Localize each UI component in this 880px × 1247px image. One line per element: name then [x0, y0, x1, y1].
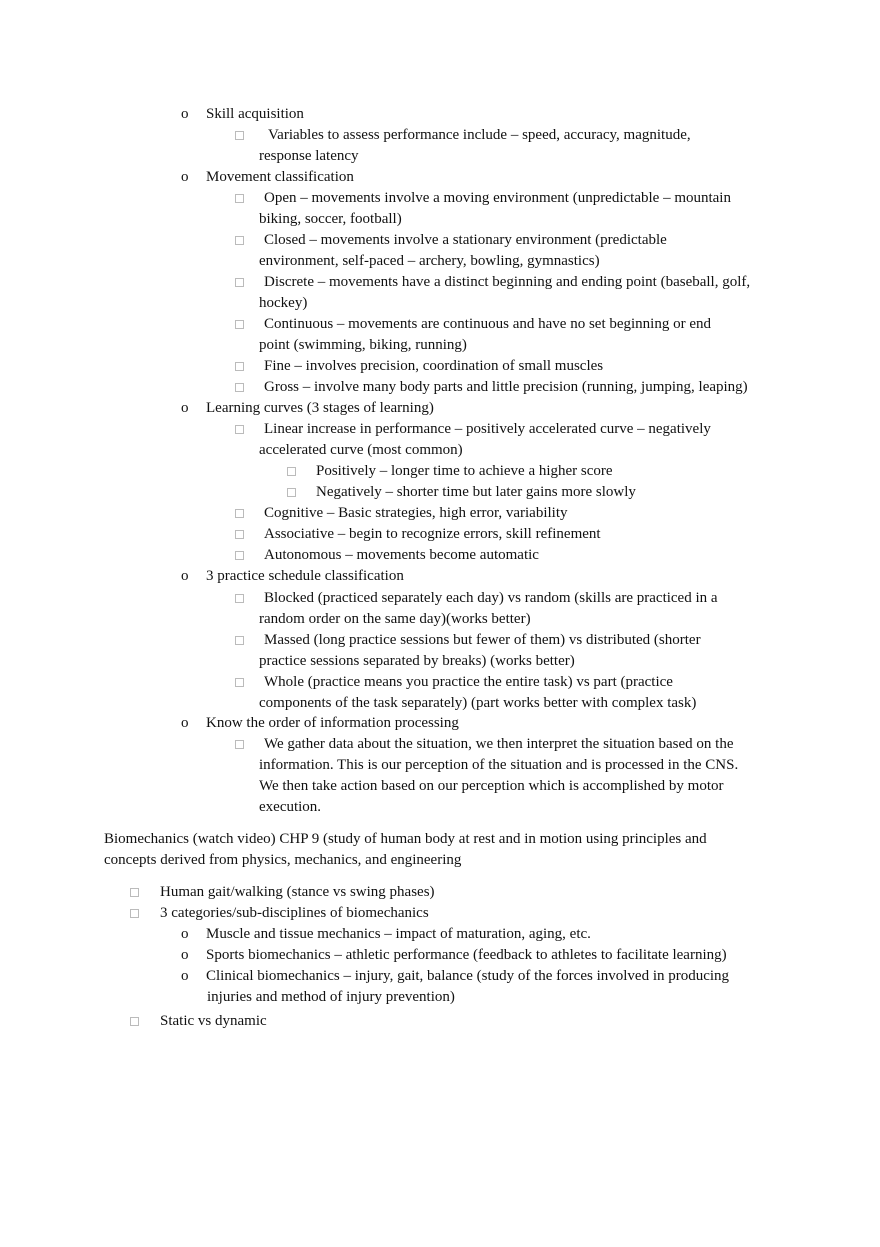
list-item-text: Fine – involves precision, coordination of small muscles: [264, 358, 604, 374]
list-item-text: Static vs dynamic: [160, 1013, 267, 1029]
checkbox-bullet-icon: [235, 236, 244, 245]
list-item-text: response latency: [259, 148, 359, 164]
list-item-text: execution.: [259, 799, 322, 815]
checkbox-bullet-icon: [235, 740, 244, 749]
checkbox-bullet-icon: [235, 425, 244, 434]
list-item-text: 3 categories/sub-disciplines of biomechanics: [160, 905, 429, 921]
list-item-text: Closed – movements involve a stationary environment (predictable: [264, 232, 667, 248]
sub-list-item-text: injuries and method of injury prevention): [207, 989, 455, 1005]
list-item-text: Massed (long practice sessions but fewer of them) vs distributed (shorter: [264, 632, 701, 648]
checkbox-bullet-icon: [235, 194, 244, 203]
list-bullet: o: [181, 400, 189, 416]
checkbox-bullet-icon: [130, 909, 139, 918]
list-item-text: Human gait/walking (stance vs swing phases): [160, 884, 435, 900]
sub-list-item-text: Muscle and tissue mechanics – impact of maturation, aging, etc.: [206, 926, 591, 942]
list-bullet: o: [181, 715, 189, 731]
list-item-text: Blocked (practiced separately each day) vs random (skills are practiced in a: [264, 590, 718, 606]
list-item-text: Open – movements involve a moving environment (unpredictable – mountain: [264, 190, 731, 206]
list-item-text: accelerated curve (most common): [259, 442, 463, 458]
list-item-text: environment, self-paced – archery, bowling, gymnastics): [259, 253, 600, 269]
checkbox-bullet-icon: [235, 594, 244, 603]
list-bullet: o: [181, 968, 189, 984]
list-item-text: biking, soccer, football): [259, 211, 402, 227]
checkbox-bullet-icon: [235, 320, 244, 329]
list-item-text: components of the task separately) (part works better with complex task): [259, 695, 697, 711]
list-item-text: practice sessions separated by breaks) (works better): [259, 653, 575, 669]
checkbox-bullet-icon: [287, 488, 296, 497]
checkbox-bullet-icon: [235, 509, 244, 518]
paragraph-text: Biomechanics (watch video) CHP 9 (study of human body at rest and in motion using principles and: [104, 831, 707, 847]
sub-list-item-text: Negatively – shorter time but later gains more slowly: [316, 484, 636, 500]
checkbox-bullet-icon: [235, 530, 244, 539]
list-item-text: random order on the same day)(works better): [259, 611, 531, 627]
checkbox-bullet-icon: [287, 467, 296, 476]
list-item-text: Whole (practice means you practice the entire task) vs part (practice: [264, 674, 673, 690]
section-heading: Know the order of information processing: [206, 715, 459, 731]
list-item-text: Variables to assess performance include – speed, accuracy, magnitude,: [268, 127, 691, 143]
list-item-text: Discrete – movements have a distinct beginning and ending point (baseball, golf,: [264, 274, 751, 290]
checkbox-bullet-icon: [235, 362, 244, 371]
sub-list-item-text: Sports biomechanics – athletic performance (feedback to athletes to facilitate learning): [206, 947, 727, 963]
list-item-text: Continuous – movements are continuous and have no set beginning or end: [264, 316, 712, 332]
checkbox-bullet-icon: [130, 1017, 139, 1026]
list-item-text: We gather data about the situation, we then interpret the situation based on the: [264, 736, 734, 752]
checkbox-bullet-icon: [235, 551, 244, 560]
checkbox-bullet-icon: [130, 888, 139, 897]
list-bullet: o: [181, 926, 189, 942]
section-heading: Skill acquisition: [206, 106, 304, 122]
list-item-text: point (swimming, biking, running): [259, 337, 467, 353]
list-item-text: information. This is our perception of the situation and is processed in the CNS.: [259, 757, 739, 773]
list-item-text: hockey): [259, 295, 308, 311]
list-item-text: Cognitive – Basic strategies, high error, variability: [264, 505, 568, 521]
list-item-text: Gross – involve many body parts and little precision (running, jumping, leaping): [264, 379, 748, 395]
list-item-text: Autonomous – movements become automatic: [264, 547, 539, 563]
paragraph-text: concepts derived from physics, mechanics, and engineering: [104, 852, 462, 868]
list-bullet: o: [181, 169, 189, 185]
list-bullet: o: [181, 106, 189, 122]
checkbox-bullet-icon: [235, 678, 244, 687]
checkbox-bullet-icon: [235, 131, 244, 140]
list-item-text: We then take action based on our perception which is accomplished by motor: [259, 778, 724, 794]
section-heading: Learning curves (3 stages of learning): [206, 400, 434, 416]
list-item-text: Linear increase in performance – positively accelerated curve – negatively: [264, 421, 711, 437]
list-bullet: o: [181, 947, 189, 963]
list-item-text: Associative – begin to recognize errors, skill refinement: [264, 526, 601, 542]
checkbox-bullet-icon: [235, 278, 244, 287]
checkbox-bullet-icon: [235, 383, 244, 392]
section-heading: Movement classification: [206, 169, 354, 185]
list-bullet: o: [181, 568, 189, 584]
sub-list-item-text: Positively – longer time to achieve a higher score: [316, 463, 613, 479]
checkbox-bullet-icon: [235, 636, 244, 645]
sub-list-item-text: Clinical biomechanics – injury, gait, balance (study of the forces involved in producing: [206, 968, 730, 984]
section-heading: 3 practice schedule classification: [206, 568, 404, 584]
